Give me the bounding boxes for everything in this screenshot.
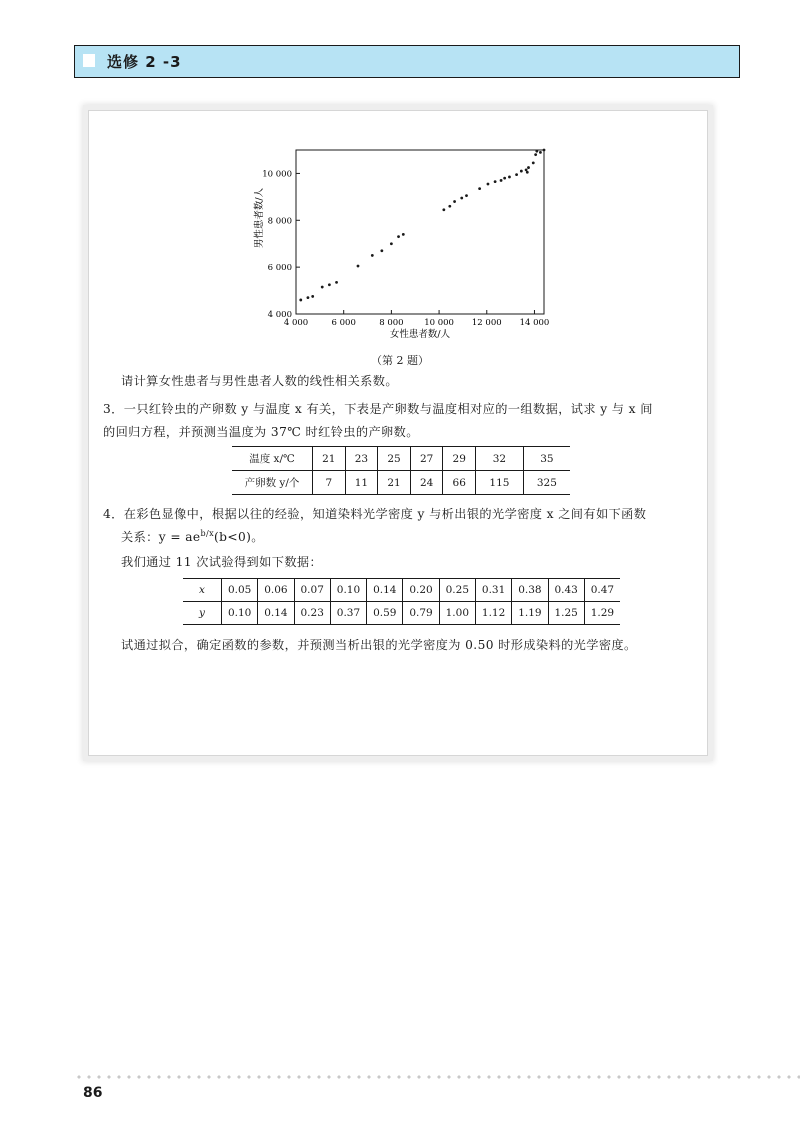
page-number: 86 xyxy=(83,1085,103,1101)
data-point xyxy=(328,283,331,286)
table-x-label: x xyxy=(183,579,222,602)
chart-ylabel: 男性患者数/人 xyxy=(254,187,265,249)
table-cell: 1.00 xyxy=(439,602,475,625)
table-cell: 0.38 xyxy=(512,579,548,602)
data-point xyxy=(478,187,481,190)
table-cell: 0.07 xyxy=(294,579,330,602)
data-point xyxy=(534,153,537,156)
table-cell: 24 xyxy=(410,471,443,495)
table-cell: 29 xyxy=(443,447,476,471)
formula-suffix: (b<0)。 xyxy=(214,530,264,544)
table-cell: 0.31 xyxy=(475,579,511,602)
formula-prefix: 关系：y = ae xyxy=(121,530,201,544)
scatter-chart xyxy=(0,0,800,360)
data-point xyxy=(526,171,529,174)
table-row-label: 产卵数 y/个 xyxy=(232,471,313,495)
table-row xyxy=(183,579,620,602)
section-title: 选修 2 -3 xyxy=(107,53,182,71)
x-tick-label: 14 000 xyxy=(519,318,550,328)
table-cell: 25 xyxy=(378,447,411,471)
x-tick-label: 6 000 xyxy=(331,318,356,328)
x-tick-label: 8 000 xyxy=(379,318,404,328)
data-point xyxy=(397,235,400,238)
table-cell: 35 xyxy=(523,447,570,471)
data-point xyxy=(311,295,314,298)
table-row xyxy=(232,471,570,495)
table-optical-density xyxy=(183,578,620,625)
table-cell: 0.47 xyxy=(584,579,620,602)
x-tick-label: 10 000 xyxy=(424,318,454,328)
table-cell: 0.14 xyxy=(258,602,294,625)
table-cell: 1.29 xyxy=(584,602,620,625)
data-point xyxy=(543,149,546,152)
table-row xyxy=(232,447,570,471)
data-point xyxy=(527,166,530,169)
data-point xyxy=(453,200,456,203)
table-cell: 0.10 xyxy=(330,579,366,602)
data-point xyxy=(487,183,490,186)
table-cell: 1.19 xyxy=(512,602,548,625)
question-3-line-1: 3．一只红铃虫的产卵数 y 与温度 x 有关，下表是产卵数与温度相对应的一组数据，试求 y 与 x 间 xyxy=(103,402,653,416)
table-row xyxy=(183,602,620,625)
data-point xyxy=(494,180,497,183)
data-point xyxy=(508,176,511,179)
table-cell: 325 xyxy=(523,471,570,495)
y-tick-label: 8 000 xyxy=(267,216,292,227)
question-4-line-4: 试通过拟合，确定函数的参数，并预测当析出银的光学密度为 0.50 时形成染料的光学密度。 xyxy=(121,638,637,652)
data-point xyxy=(503,177,506,180)
data-point xyxy=(390,242,393,245)
data-point xyxy=(442,208,445,211)
table-cell: 21 xyxy=(313,447,346,471)
y-tick-label: 10 000 xyxy=(262,169,292,180)
data-point xyxy=(532,161,535,164)
y-tick-label: 4 000 xyxy=(267,310,292,320)
data-point xyxy=(539,151,542,154)
data-point xyxy=(371,254,374,257)
table-cell: 0.23 xyxy=(294,602,330,625)
data-point xyxy=(402,233,405,236)
table-cell: 1.25 xyxy=(548,602,584,625)
data-point xyxy=(321,286,324,289)
table-header-label: 温度 x/℃ xyxy=(232,447,313,471)
data-point xyxy=(465,194,468,197)
table-cell: 27 xyxy=(410,447,443,471)
question-4-line-3: 我们通过 11 次试验得到如下数据： xyxy=(121,555,323,569)
data-point xyxy=(515,173,518,176)
question-3-line-2: 的回归方程，并预测当温度为 37℃ 时红铃虫的产卵数。 xyxy=(103,425,419,439)
chart-xlabel: 女性患者数/人 xyxy=(389,329,451,340)
data-point xyxy=(500,179,503,182)
data-point xyxy=(307,296,310,299)
data-point xyxy=(460,197,463,200)
table-cell: 0.10 xyxy=(222,602,258,625)
data-point xyxy=(299,299,302,302)
table-cell: 0.06 xyxy=(258,579,294,602)
figure-caption: （第 2 题） xyxy=(371,354,429,367)
chart-plot-area xyxy=(296,150,544,314)
data-point xyxy=(357,265,360,268)
y-tick-label: 6 000 xyxy=(267,263,292,274)
table-cell: 66 xyxy=(443,471,476,495)
table-temperature-eggs xyxy=(232,446,570,495)
table-cell: 0.25 xyxy=(439,579,475,602)
data-point xyxy=(535,150,538,153)
table-cell: 21 xyxy=(378,471,411,495)
table-cell: 32 xyxy=(476,447,524,471)
formula-exponent: b/x xyxy=(200,528,215,538)
footer-dotted-rule xyxy=(74,1075,800,1079)
table-cell: 23 xyxy=(345,447,378,471)
table-cell: 0.05 xyxy=(222,579,258,602)
question-4-line-1: 4．在彩色显像中，根据以往的经验，知道染料光学密度 y 与析出银的光学密度 x 之间有如下函数 xyxy=(103,507,647,521)
table-cell: 11 xyxy=(345,471,378,495)
data-point xyxy=(520,170,523,173)
table-cell: 7 xyxy=(313,471,346,495)
data-point xyxy=(448,205,451,208)
data-point xyxy=(335,281,338,284)
table-cell: 0.59 xyxy=(367,602,403,625)
x-tick-label: 12 000 xyxy=(471,318,502,328)
table-cell: 0.20 xyxy=(403,579,439,602)
table-cell: 1.12 xyxy=(475,602,511,625)
table-cell: 0.14 xyxy=(367,579,403,602)
table-cell: 0.37 xyxy=(330,602,366,625)
data-point xyxy=(380,249,383,252)
table-y-label: y xyxy=(183,602,222,625)
table-cell: 0.43 xyxy=(548,579,584,602)
question-4-line-2 xyxy=(121,528,264,545)
table-cell: 115 xyxy=(476,471,524,495)
question-2-text: 请计算女性患者与男性患者人数的线性相关系数。 xyxy=(121,374,398,388)
table-cell: 0.79 xyxy=(403,602,439,625)
x-tick-label: 4 000 xyxy=(283,318,309,328)
